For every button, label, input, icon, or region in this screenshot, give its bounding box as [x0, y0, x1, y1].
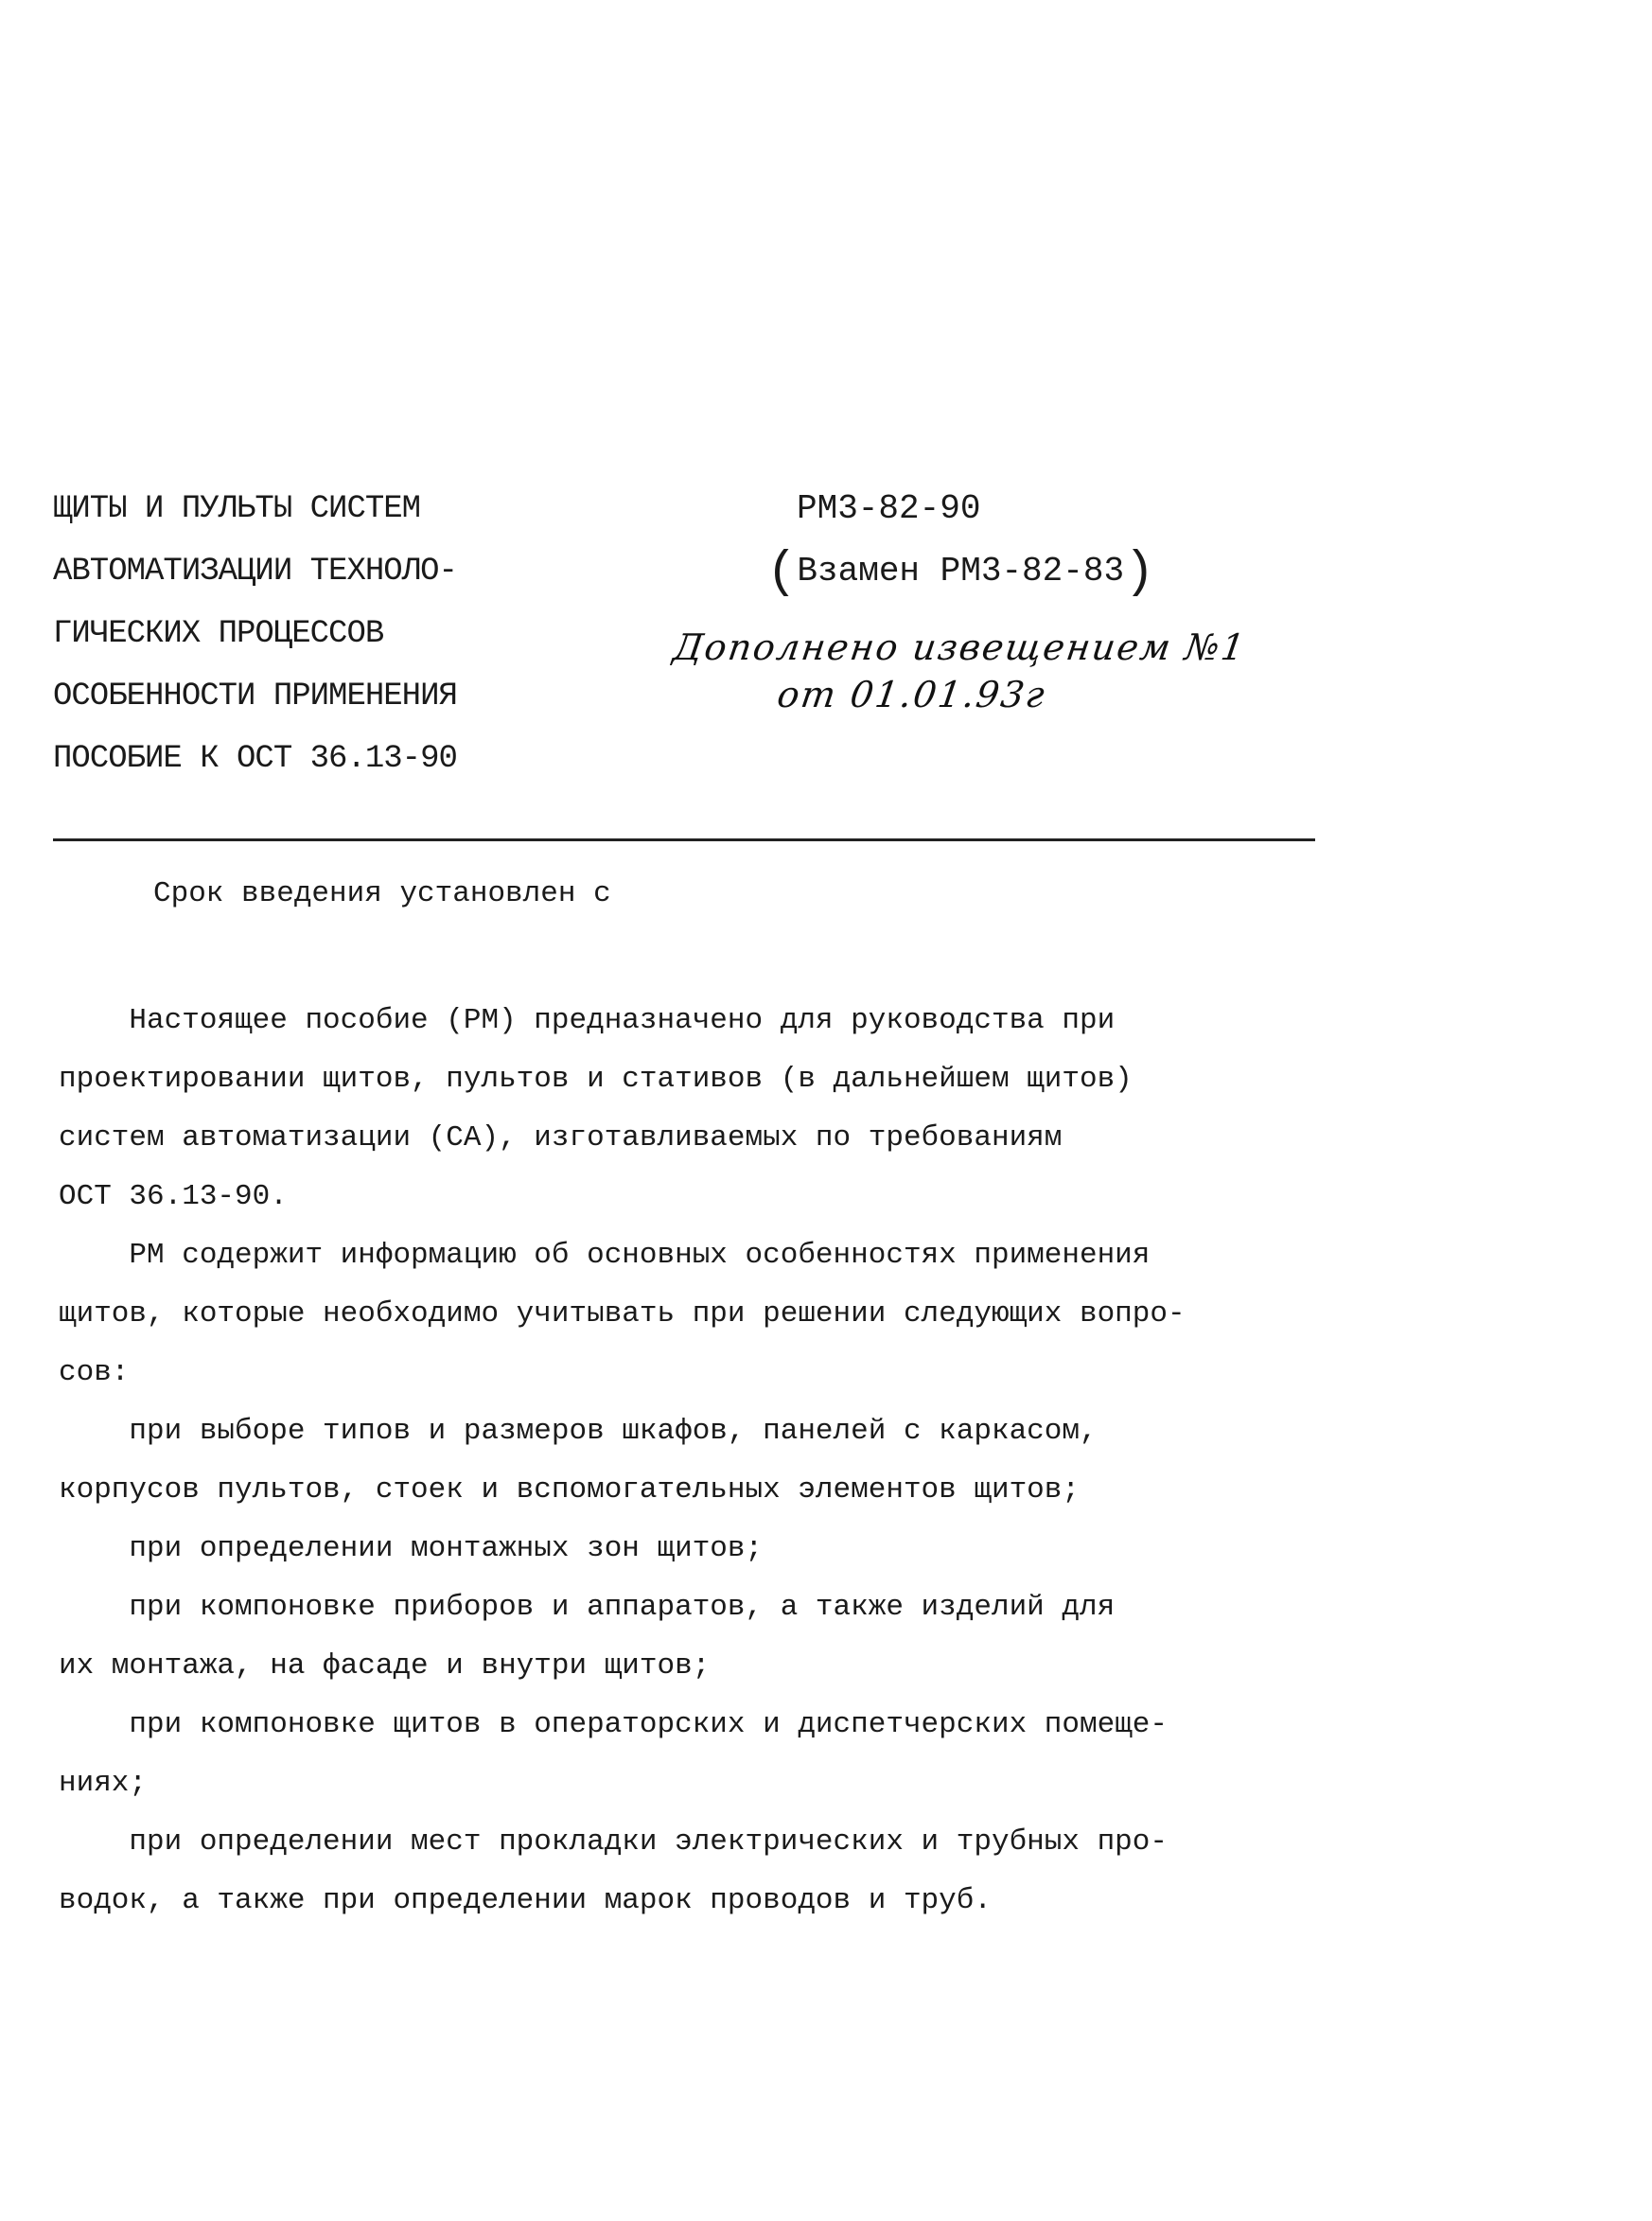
- replaces-note: [766, 540, 1429, 605]
- body-line: РМ содержит информацию об основных особенностях применения: [59, 1239, 1151, 1272]
- document-body: [59, 865, 1345, 1930]
- body-line: при определении монтажных зон щитов;: [59, 1532, 764, 1565]
- body-line: их монтажа, на фасаде и внутри щитов;: [59, 1649, 711, 1683]
- body-line: проектировании щитов, пультов и стативов (в дальнейшем щитов): [59, 1063, 1133, 1096]
- replaces-text: Взамен РМ3-82-83: [797, 552, 1125, 591]
- title-line-2: АВТОМАТИЗАЦИИ ТЕХНОЛО-: [53, 554, 457, 590]
- title-line-4: ОСОБЕННОСТИ ПРИМЕНЕНИЯ: [53, 679, 457, 714]
- title-line-1: ЩИТЫ И ПУЛЬТЫ СИСТЕМ: [53, 491, 421, 527]
- body-line: при компоновке щитов в операторских и диспетчерских помеще-: [59, 1708, 1168, 1741]
- body-line: ОСТ 36.13-90.: [59, 1180, 288, 1213]
- header-divider: [53, 838, 1315, 841]
- spacer: [59, 924, 1345, 992]
- document-title-block: [53, 478, 583, 790]
- body-line: при выборе типов и размеров шкафов, панелей с каркасом,: [59, 1415, 1098, 1448]
- paren-open: (: [766, 544, 798, 602]
- title-line-5: ПОСОБИЕ К ОСТ 36.13-90: [53, 741, 457, 777]
- body-line: щитов, которые необходимо учитывать при решении следующих вопро-: [59, 1297, 1186, 1331]
- body-line: систем автоматизации (СА), изготавливаемых по требованиям: [59, 1121, 1063, 1155]
- body-line: водок, а также при определении марок проводов и труб.: [59, 1884, 992, 1917]
- handwritten-note-line-1: Дополнено извещением №1: [670, 626, 1249, 668]
- body-line: при определении мест прокладки электрических и трубных про-: [59, 1825, 1168, 1859]
- effective-date-line: Срок введения установлен с: [153, 877, 611, 910]
- paren-close: ): [1124, 544, 1155, 602]
- body-line: корпусов пультов, стоек и вспомогательных элементов щитов;: [59, 1473, 1080, 1507]
- body-line: сов:: [59, 1356, 130, 1389]
- body-line: Настоящее пособие (РМ) предназначено для руководства при: [59, 1004, 1116, 1037]
- body-line: при компоновке приборов и аппаратов, а также изделий для: [59, 1591, 1116, 1624]
- document-code-block: [766, 478, 1429, 605]
- title-line-3: ГИЧЕСКИХ ПРОЦЕССОВ: [53, 616, 384, 652]
- document-code: РМ3-82-90: [797, 489, 981, 528]
- body-line: ниях;: [59, 1767, 148, 1800]
- handwritten-note-line-2: от 01.01.93г: [774, 674, 1049, 715]
